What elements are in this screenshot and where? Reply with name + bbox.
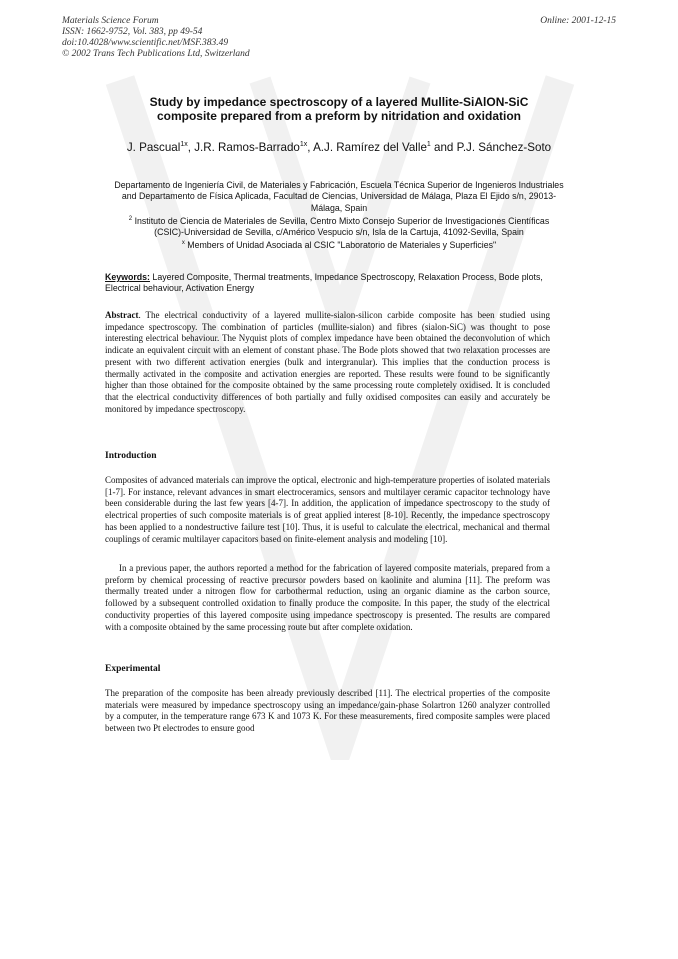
abstract-text: . The electrical conductivity of a layered mullite-sialon-silicon carbide composite has been studied using impedance spectroscopy. The combination of particles (mullite-sialon) and fibres (sialon-SiC) was thought to pose interesting electrical behaviour. The Nyquist plots of complex impedance have been obtained the deconvolution of which indicate an equivalent circuit with an element of constant phase. The Bode plots showed that two relaxation processes are present with two different activation energies (bulk and intergranular). This implies that the conduction process is thermally activated in the composite and activation energies are reported. These results were found to be significantly higher than those obtained for the composite obtained by the same processing route completely oxidised. It is concluded that the electrical conductivity differences of both partially and fully oxidised composites can easily and accurately be monitored by impedance spectroscopy.: [105, 310, 550, 414]
journal-copyright: © 2002 Trans Tech Publications Ltd, Switzerland: [62, 49, 250, 59]
author-affiliation-mark: 1x: [180, 141, 188, 148]
keywords-label: Keywords:: [105, 272, 150, 282]
affiliation-2: [113, 214, 565, 239]
journal-name: Materials Science Forum: [62, 16, 159, 26]
author-name: , J.R. Ramos-Barrado: [187, 140, 300, 154]
online-date: Online: 2001-12-15: [540, 16, 616, 26]
affiliation-3-text: Members of Unidad Asociada al CSIC "Laboratorio de Materiales y Superficies": [184, 240, 497, 251]
affiliation-1: Departamento de Ingeniería Civil, de Materiales y Fabricación, Escuela Técnica Superior de Ingenieros Industriales and Departamento de Física Aplicada, Facultad de Ciencias, Universidad de Málaga, Plaza El Ejido s/n, 29013-Málaga, Spain: [114, 180, 564, 213]
author-list: [100, 138, 578, 155]
keywords-text: Layered Composite, Thermal treatments, Impedance Spectroscopy, Relaxation Process, Bode plots, Electrical behaviour, Activation Energy: [105, 272, 543, 293]
introduction-paragraph-2: In a previous paper, the authors reported a method for the fabrication of layered composite materials, prepared from a preform by chemical processing of reactive precursor powders based on kaolinite and alumina [11]. The preform was thermally treated under a nitrogen flow for carbothermal reduction, using an organic diamine as the carbon source, followed by a subsequent controlled oxidation to finally produce the composite. In this paper, the study of the electrical conductivity properties of this layered composite using impedance spectroscopy is presented. The results are compared with a composite obtained by the same processing route but after complete oxidation.: [105, 563, 550, 632]
author-name: and P.J. Sánchez-Soto: [430, 140, 552, 154]
affiliations: [113, 180, 565, 252]
author-affiliation-mark: 1x: [299, 141, 308, 148]
author-affiliation-mark: 1: [426, 141, 431, 148]
introduction-paragraph-1: Composites of advanced materials can improve the optical, electronic and high-temperature properties of isolated materials [1-7]. For instance, relevant advances in smart electroceramics, sensors and multilayer ceramic capacitor technology have been considerable during the last few years [4-7]. In addition, the application of impedance spectroscopy to the study of electrical properties of such composite materials is of great applied interest [8-10]. Recently, the impedance spectroscopy has been applied to a nondestructive failure test [10]. Thus, it is useful to calculate the electrical, mechanical and thermal couplings of ceramic multilayer capacitors based on finite-element analysis and modeling [10].: [105, 475, 550, 544]
abstract-label: Abstract: [105, 310, 139, 320]
affiliation-mark: 2: [128, 215, 133, 222]
experimental-paragraph-1: The preparation of the composite has been already previously described [11]. The electrical properties of the composite materials were measured by impedance spectroscopy using an impedance/gain-phase Solartron 1260 analyzer controlled by a computer, in the temperature range 673 K and 1073 K. For these measurements, fired composite samples were placed between two Pt electrodes to ensure good: [105, 688, 550, 734]
author-name: , A.J. Ramírez del Valle: [307, 140, 427, 154]
author-name: J. Pascual: [126, 140, 181, 154]
paper-title-line1: Study by impedance spectroscopy of a layered Mullite-SiAlON-SiC: [149, 95, 529, 109]
journal-doi: doi:10.4028/www.scientific.net/MSF.383.49: [62, 38, 229, 48]
section-heading-introduction: Introduction: [105, 451, 157, 461]
paper-title: [100, 95, 578, 123]
paper-title-line2: composite prepared from a preform by nitridation and oxidation: [156, 109, 522, 123]
journal-issn: ISSN: 1662-9752, Vol. 383, pp 49-54: [62, 27, 203, 37]
abstract: [105, 310, 550, 415]
section-heading-experimental: Experimental: [105, 664, 161, 674]
keywords: [105, 272, 550, 294]
affiliation-mark: x: [181, 240, 185, 247]
affiliation-3: [113, 238, 565, 251]
affiliation-2-text: Instituto de Ciencia de Materiales de Sevilla, Centro Mixto Consejo Superior de Investigaciones Científicas (CSIC)-Universidad de Sevilla, c/Américo Vespucio s/n, Isla de la Cartuja, 41092-Sevilla, Spain: [132, 215, 550, 238]
journal-header: [62, 16, 250, 60]
